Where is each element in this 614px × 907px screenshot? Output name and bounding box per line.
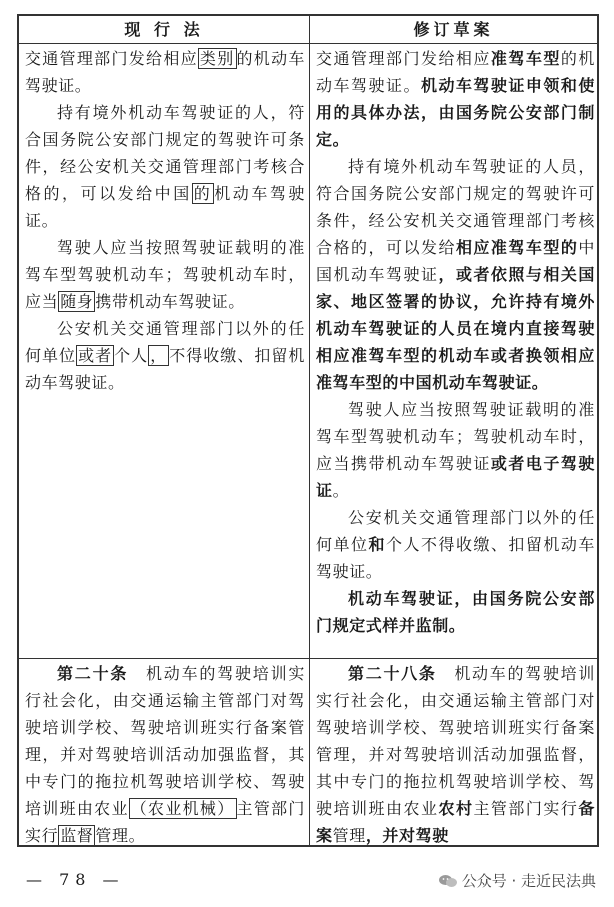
header-current-law: 现 行 法 [124,20,204,39]
header-revised-draft: 修订草案 [413,20,494,39]
watermark [438,870,596,891]
paragraph: 第二十八条 机动车的驾驶培训实行社会化，由交通运输主管部门对驾驶培训学校、驾驶培训班实行备案管理，并对驾驶培训活动加强监督，其中专门的拖拉机驾驶培训学校、驾驶培训班由农业农村主管部门实行备案管理，并对驾驶 [316,664,595,845]
page-number: — 78 — [26,870,125,889]
paragraph: 驾驶人应当按照驾驶证载明的准驾车型驾驶机动车；驾驶机动车时，应当 随身 携带机动车驾驶证。 [25,238,305,311]
row-divider [19,658,597,659]
paragraph: 第二十条 机动车的驾驶培训实行社会化，由交通运输主管部门对驾驶培训学校、驾驶培训班实行备案管理，并对驾驶培训活动加强监督，其中专门的拖拉机驾驶培训学校、驾驶培训班由农业 （农业机械） 主管部门实行 监督 管理。 [25,664,305,845]
paragraph: 持有境外机动车驾驶证的人，符合国务院公安部门规定的驾驶许可条件，经公安机关交通管理部门考核合格的，可以发给中国 的 机动车驾驶证。 [25,103,305,230]
current-law-cell-1 [25,45,305,657]
paragraph: 公安机关交通管理部门以外的任何单位和个人不得收缴、扣留机动车驾驶证。 [316,508,595,581]
paragraph: 交通管理部门发给相应 类别 的机动车驾驶证。 [25,49,305,95]
article-number: 第二十条 [57,664,129,683]
paragraph: 持有境外机动车驾驶证的人员，符合国务院公安部门规定的驾驶许可条件，经公安机关交通管理部门考核合格的，可以发给相应准驾车型的中国机动车驾驶证，或者依照与相关国家、地区签署的协议，允许持有境外机动车驾驶证的人员在境内直接驾驶相应准驾车型的机动车或者换领相应准驾车型的中国机动车驾驶证。 [316,157,595,392]
watermark-text: 公众号 · 走近民法典 [461,872,596,890]
column-divider [309,16,310,845]
comparison-table [17,14,599,847]
paragraph: 公安机关交通管理部门以外的任何单位 或者 个人 ， 不得收缴、扣留机动车驾驶证。 [25,319,305,392]
paragraph: 驾驶人应当按照驾驶证载明的准驾车型驾驶机动车；驾驶机动车时，应当携带机动车驾驶证或者电子驾驶证。 [316,400,595,500]
paragraph: 交通管理部门发给相应准驾车型的机动车驾驶证。机动车驾驶证申领和使用的具体办法，由国务院公安部门制定。 [316,49,595,149]
wechat-icon [438,874,458,888]
paragraph: 机动车驾驶证，由国务院公安部门规定式样并监制。 [316,589,595,635]
header-divider [19,43,597,44]
current-law-cell-2 [25,660,305,845]
revised-draft-cell-1 [316,45,595,657]
article-number: 第二十八条 [348,664,437,683]
revised-draft-cell-2 [316,660,595,845]
